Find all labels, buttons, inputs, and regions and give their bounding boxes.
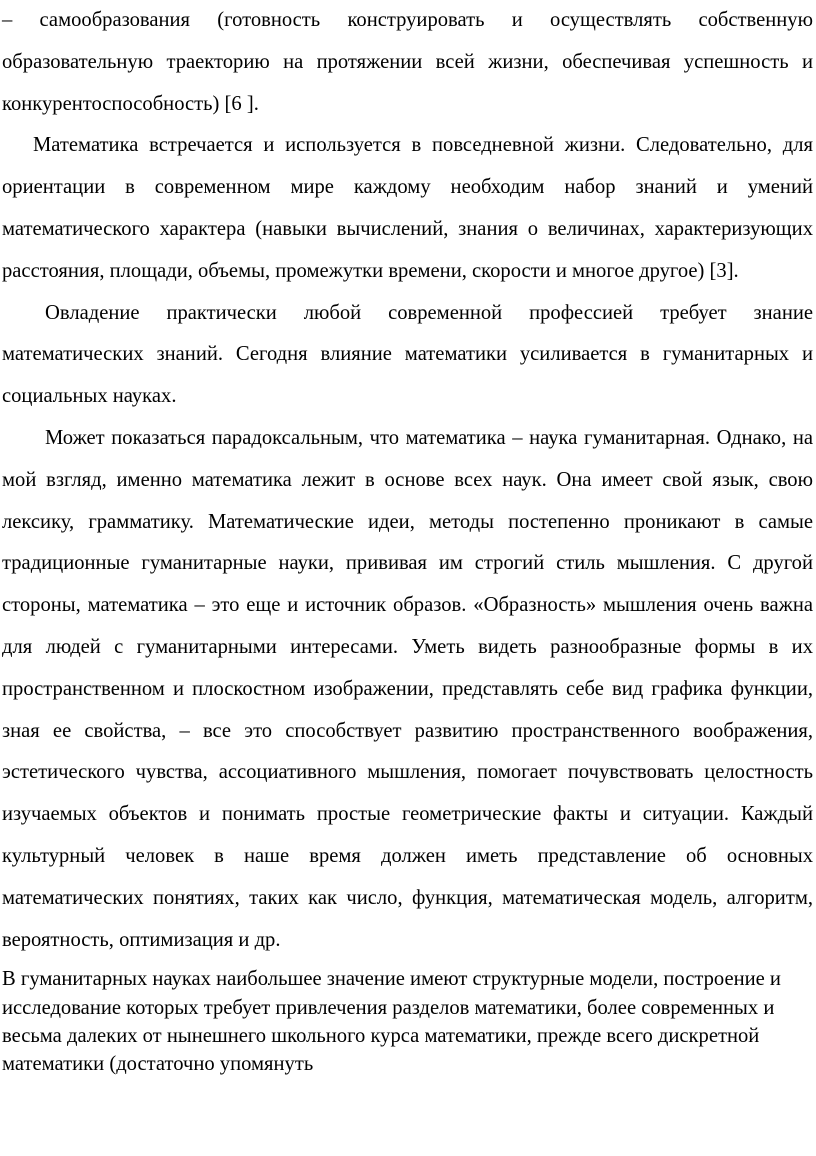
document-page	[2, 0, 813, 1079]
paragraph-structural-models: В гуманитарных науках наибольшее значение имеют структурные модели, построение и исследование которых требует привлечения разделов математики, более современных и весьма далеких от нынешнего школьного курса математики, прежде всего дискретной математики (достаточно упомянуть	[2, 968, 781, 1076]
paragraph-math-professions: Овладение практически любой современной профессией требует знание математических знаний. Сегодня влияние математики усиливается в гуманитарных и социальных науках.	[2, 301, 813, 408]
paragraph-math-everyday-life: Математика встречается и используется в повседневной жизни. Следовательно, для ориентации в современном мире каждому необходим набор знаний и умений математического характера (навыки вычислений, знания о величинах, характеризующих расстояния, площади, объемы, промежутки времени, скорости и многое другое) [3].	[2, 134, 813, 282]
paragraph-math-humanitarian: Может показаться парадоксальным, что математика – наука гуманитарная. Однако, на мой взгляд, именно математика лежит в основе всех наук. Она имеет свой язык, свою лексику, грамматику. Математические идеи, методы постепенно проникают в самые традиционные гуманитарные науки, прививая им строгий стиль мышления. С другой стороны, математика – это еще и источник образов. «Образность» мышления очень важна для людей с гуманитарными интересами. Уметь видеть разнообразные формы в их пространственном и плоскостном изображении, представлять себе вид графика функции, зная ее свойства, – все это способствует развитию пространственного воображения, эстетического чувства, ассоциативного мышления, помогает почувствовать целостность изучаемых объектов и понимать простые геометрические факты и ситуации. Каждый культурный человек в наше время должен иметь представление об основных математических понятиях, таких как число, функция, математическая модель, алгоритм, вероятность, оптимизация и др.	[2, 426, 813, 951]
paragraph-self-education: – самообразования (готовность конструировать и осуществлять собственную образовательную траекторию на протяжении всей жизни, обеспечивая успешность и конкурентоспособность) [6 ].	[2, 9, 813, 115]
